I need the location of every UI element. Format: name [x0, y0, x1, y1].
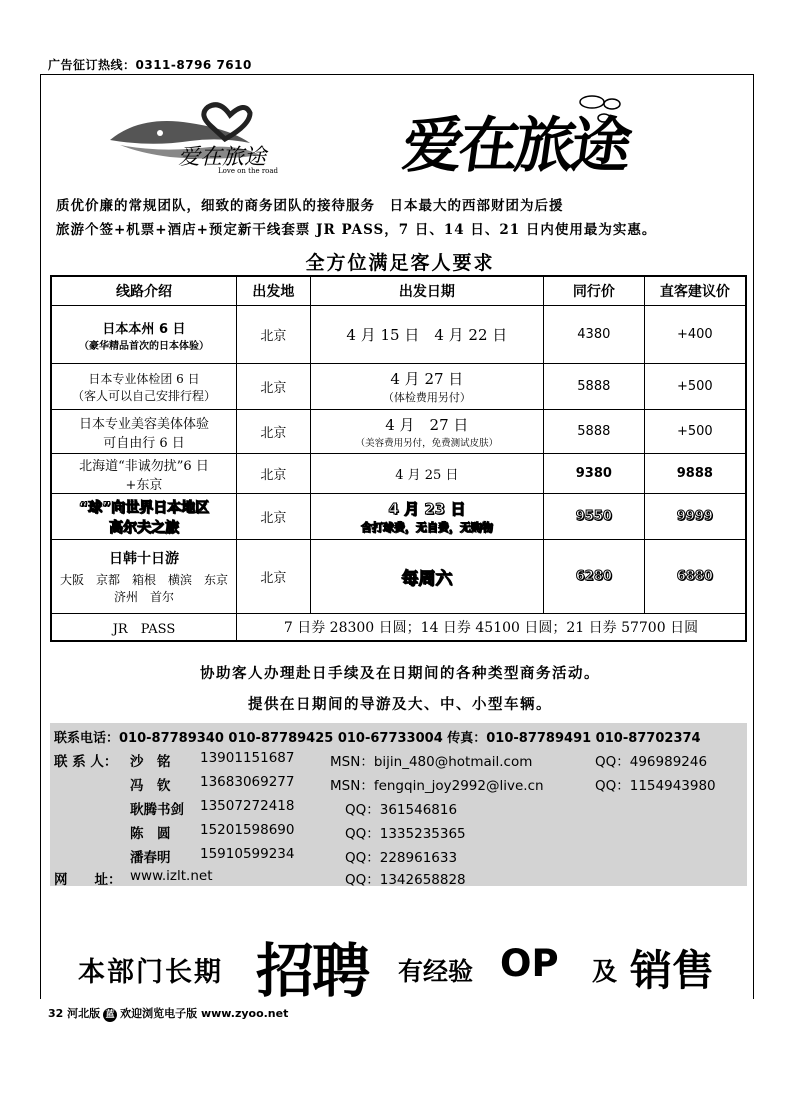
route-name: 日本本州 6 日 [102, 321, 186, 337]
route-date-note: （美容费用另付，免费测试皮肤） [355, 438, 499, 449]
route-date: 4 月 27 日 [390, 370, 464, 388]
site-link[interactable]: www.izlt.net [130, 868, 213, 884]
contact-qq: QQ：496989246 [595, 754, 708, 770]
site-qq: QQ：1342658828 [345, 872, 466, 888]
contact-name: 潘春明 [130, 850, 171, 866]
contact-im: QQ：361546816 [345, 802, 458, 818]
trade-price: 5888 [543, 410, 644, 454]
route-city: 北京 [236, 494, 310, 540]
contact-name: 陈 圆 [130, 826, 171, 842]
route-note: 可自由行 6 日 [103, 435, 185, 451]
direct-price: +400 [644, 306, 746, 364]
contact-phone: 13683069277 [200, 774, 295, 790]
recruit-part-1: 本部门长期 [78, 957, 223, 988]
route-note: +东京 [125, 477, 163, 493]
header-date: 出发日期 [310, 276, 543, 306]
service-line-1: 协助客人办理赴日手续及在日期间的各种类型商务活动。 [200, 665, 600, 682]
contact-phone: 15201598690 [200, 822, 295, 838]
route-note: 高尔夫之旅 [108, 519, 179, 536]
table-row [51, 454, 746, 494]
route-date-note: （体检费用另付） [382, 391, 471, 404]
logo-right-text: 爱在旅途 [398, 111, 633, 181]
intro-line-2: 旅游个签+机票+酒店+预定新干线套票 JR PASS，7 日、14 日、21 日内使用最为实惠。 [56, 222, 657, 238]
table-row [51, 410, 746, 454]
route-date-note: 含打球费，无自费，无购物 [360, 521, 493, 534]
route-cities: 大阪 京都 箱根 横滨 东京 [59, 573, 228, 587]
contact-person-label: 联 系 人： [54, 754, 118, 770]
contact-im: QQ：228961633 [345, 850, 458, 866]
header-direct-price: 直客建议价 [644, 276, 746, 306]
trade-price: 9380 [543, 454, 644, 494]
recruit-banner [0, 928, 800, 1005]
route-date: 每周六 [310, 540, 543, 614]
site-label: 网 址： [54, 872, 122, 888]
logo-left-cn: 爱在旅途 [178, 145, 267, 170]
route-note: （客人可以自己安排行程） [71, 388, 216, 403]
contact-im: MSN：fengqin_joy2992@live.cn [330, 778, 544, 794]
header-departure: 出发地 [236, 276, 310, 306]
route-date: 4 月 23 日 [388, 500, 466, 518]
page-footer [48, 1005, 288, 1022]
route-city: 北京 [236, 364, 310, 410]
direct-price: +500 [644, 364, 746, 410]
table-header-row [51, 276, 746, 306]
header-route: 线路介绍 [51, 276, 236, 306]
header-trade-price: 同行价 [543, 276, 644, 306]
direct-price: 9999 [644, 494, 746, 540]
direct-price: 6880 [644, 540, 746, 614]
jr-pass-row [51, 614, 746, 642]
contact-phone: 13507272418 [200, 798, 295, 814]
route-cities-2: 济州 首尔 [113, 590, 174, 604]
table-row [51, 364, 746, 410]
table-row [51, 540, 746, 614]
logo-left-en: Love on the road [218, 167, 279, 175]
service-line-2: 提供在日期间的导游及大、中、小型车辆。 [248, 696, 552, 713]
route-city: 北京 [236, 410, 310, 454]
trade-price: 5888 [543, 364, 644, 410]
page-subtitle: 全方位满足客人要求 [305, 252, 495, 274]
contact-name: 冯 钦 [130, 778, 171, 794]
contact-phone-line: 联系电话：010-87789340 010-87789425 010-67733004 传真：010-87789491 010-87702374 [54, 731, 701, 746]
route-name: “球”向世界日本地区 [78, 499, 210, 516]
contact-name: 沙 铭 [130, 754, 171, 770]
intro-line-1: 质优价廉的常规团队，细致的商务团队的接待服务 日本最大的西部财团为后援 [56, 198, 564, 214]
trade-price: 6280 [543, 540, 644, 614]
contact-im: MSN：bijin_480@hotmail.com [330, 754, 533, 770]
route-date: 4 月 15 日 4 月 22 日 [346, 326, 508, 344]
route-city: 北京 [236, 454, 310, 494]
route-city: 北京 [236, 306, 310, 364]
jr-pass-prices: 7 日券 28300 日圆；14 日券 45100 日圆；21 日券 57700 日圆 [236, 614, 746, 642]
direct-price: 9888 [644, 454, 746, 494]
table-row [51, 306, 746, 364]
recruit-part-4: OP [500, 942, 559, 985]
page-number: 32 [48, 1007, 64, 1020]
brand-logo-left [100, 95, 315, 180]
edition-label: 河北版 [67, 1007, 101, 1020]
route-name: 日本专业体检团 6 日 [88, 371, 200, 386]
recruit-part-3: 有经验 [398, 957, 474, 986]
contact-block [50, 723, 747, 886]
route-date: 4 月 27 日 [385, 416, 469, 434]
route-note: （豪华精品首次的日本体验） [78, 340, 209, 352]
table-row [51, 494, 746, 540]
ad-hotline: 广告征订热线：0311-8796 7610 [48, 58, 252, 72]
recruit-part-2: 招聘 [256, 937, 369, 1005]
contact-phone: 15910599234 [200, 846, 295, 862]
contact-phone: 13901151687 [200, 750, 295, 766]
recruit-part-5: 及 [592, 957, 618, 986]
jr-pass-label: JR PASS [51, 614, 236, 642]
route-date: 4 月 25 日 [310, 454, 543, 494]
route-name: 北海道“非诚勿扰”6 日 [79, 458, 209, 474]
footer-site-text: 欢迎浏览电子版 www.zyoo.net [120, 1007, 289, 1020]
contact-im: QQ：1335235365 [345, 826, 466, 842]
edition-badge-icon: 蓝 [103, 1008, 117, 1022]
brand-logo-right [400, 90, 690, 185]
trade-price: 9550 [543, 494, 644, 540]
route-table [50, 275, 747, 642]
route-city: 北京 [236, 540, 310, 614]
recruit-part-6: 销售 [630, 946, 715, 995]
trade-price: 4380 [543, 306, 644, 364]
direct-price: +500 [644, 410, 746, 454]
route-name: 日本专业美容美体体验 [78, 416, 209, 432]
contact-name: 耿腾书剑 [130, 802, 184, 818]
route-name: 日韩十日游 [108, 551, 179, 567]
contact-qq: QQ：1154943980 [595, 778, 716, 794]
